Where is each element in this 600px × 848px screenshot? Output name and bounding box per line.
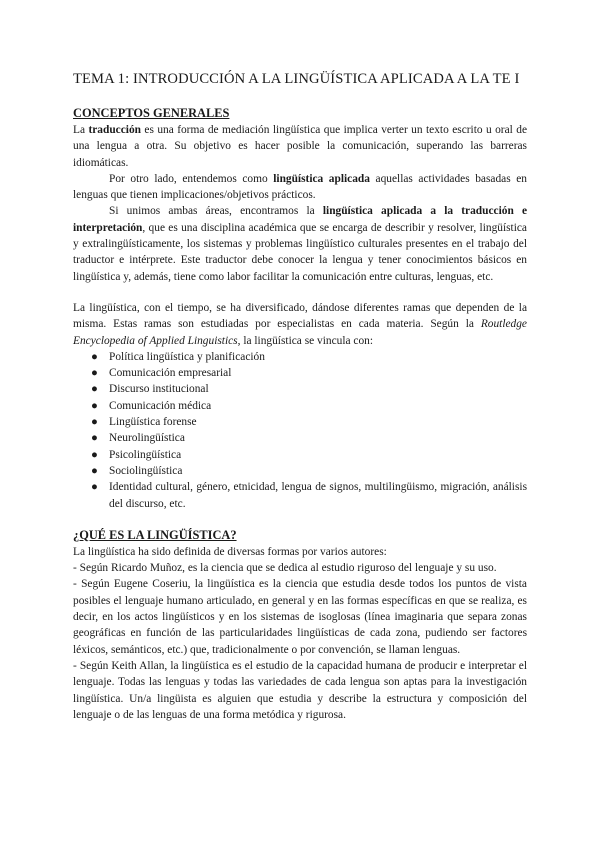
bullet-icon: ● bbox=[91, 399, 98, 412]
definition-coseriu: - Según Eugene Coseriu, la lingüística es la ciencia que estudia desde todos los puntos de vista posibles el lenguaje humano articulado, en general y en las formas específicas en que se realiza, es decir, en los actos lingüísticos y en los sistemas de isoglosas (línea imaginaria que separa zonas geográficas en función de las particularidades lingüísticas de cada zona, pudiendo ser factores léxicos, semánticos, etc.) que, tradicionalmente o por convención, se llaman lenguas. bbox=[73, 578, 527, 656]
bullet-icon: ● bbox=[91, 416, 98, 429]
term-linguistica-aplicada-traduccion: lingüística aplicada a la traducción e interpretación bbox=[73, 205, 528, 234]
paragraph-ramas bbox=[73, 300, 527, 349]
book-title: Routledge Encyclopedia of Applied Linguistics bbox=[73, 318, 527, 347]
list-item bbox=[91, 479, 527, 512]
paragraph-text: aquellas actividades basadas en lenguas que tienen implicaciones/objetivos prácticos. bbox=[73, 172, 527, 202]
list-item-text: Discurso institucional bbox=[109, 383, 209, 396]
paragraph-text: , la lingüística se vincula con: bbox=[237, 334, 374, 347]
list-item bbox=[91, 398, 527, 414]
list-item bbox=[91, 447, 527, 463]
branches-list bbox=[73, 349, 527, 512]
list-item-text: Psicolingüística bbox=[109, 448, 182, 461]
paragraph-traduccion bbox=[73, 122, 527, 171]
list-item bbox=[91, 430, 527, 446]
paragraph-ambas-areas bbox=[73, 203, 527, 284]
bullet-icon: ● bbox=[91, 350, 98, 363]
list-item-text: Comunicación empresarial bbox=[109, 367, 232, 380]
paragraph-text: , que es una disciplina académica que se encarga de describir y resolver, lingüística y extralingüísticamente, los sistemas y problemas lingüístico culturales presentes en el trabajo del traductor e intérprete. Este traductor debe conocer la lengua y tener conocimientos básicos en lingüística y, además, tiene como labor facilitar la comunicación entre culturas, lenguas, etc. bbox=[73, 221, 527, 283]
bullet-icon: ● bbox=[91, 448, 98, 461]
spacer bbox=[73, 285, 527, 300]
paragraph-intro: La lingüística ha sido definida de diversas formas por varios autores: bbox=[73, 545, 387, 558]
document-body bbox=[73, 105, 527, 723]
bullet-icon: ● bbox=[91, 481, 98, 494]
bullet-icon: ● bbox=[91, 464, 98, 477]
list-item-text: Comunicación médica bbox=[109, 399, 212, 412]
paragraph-text: Por otro lado, entendemos como bbox=[109, 172, 274, 185]
section-heading-conceptos: CONCEPTOS GENERALES bbox=[73, 106, 230, 120]
paragraph-linguistica-aplicada bbox=[73, 171, 527, 204]
list-item-text: Política lingüística y planificación bbox=[109, 350, 265, 363]
list-item bbox=[91, 463, 527, 479]
list-item bbox=[91, 349, 527, 365]
list-item-text: Identidad cultural, género, etnicidad, lengua de signos, multilingüismo, migración, análisis del discurso, etc. bbox=[109, 481, 527, 510]
bullet-icon: ● bbox=[91, 383, 98, 396]
spacer bbox=[73, 512, 527, 527]
paragraph-text: La bbox=[73, 124, 89, 136]
paragraph-text: Si unimos ambas áreas, encontramos la bbox=[109, 205, 323, 218]
page-title: TEMA 1: INTRODUCCIÓN A LA LINGÜÍSTICA APLICADA A LA TE I bbox=[73, 71, 520, 87]
bullet-icon: ● bbox=[91, 432, 98, 445]
list-item-text: Neurolingüística bbox=[109, 432, 185, 445]
term-traduccion: traducción bbox=[88, 124, 141, 136]
paragraph-text: es una forma de mediación lingüística que implica verter un texto escrito u oral de una lengua a otra. Su objetivo es hacer posible la comunicación, superando las barreras idiomáticas. bbox=[73, 124, 527, 169]
definition-allan: - Según Keith Allan, la lingüística es el estudio de la capacidad humana de producir e interpretar el lenguaje. Todas las lenguas y todas las variedades de cada lengua son aptas para la investigación lingüística. Un/a lingüista es alguien que estudia y describe la estructura y composición del lenguaje o de las lenguas de una forma metódica y rigurosa. bbox=[73, 659, 527, 721]
term-linguistica-aplicada: lingüística aplicada bbox=[273, 172, 370, 185]
bullet-icon: ● bbox=[91, 367, 98, 380]
section-heading-que-es: ¿QUÉ ES LA LINGÜÍSTICA? bbox=[73, 527, 237, 542]
list-item-text: Lingüística forense bbox=[109, 416, 197, 429]
list-item bbox=[91, 381, 527, 397]
definition-munoz: - Según Ricardo Muñoz, es la ciencia que se dedica al estudio riguroso del lenguaje y su uso. bbox=[73, 562, 497, 575]
list-item bbox=[91, 414, 527, 430]
list-item bbox=[91, 365, 527, 381]
paragraph-text: La lingüística, con el tiempo, se ha diversificado, dándose diferentes ramas que dependen de la misma. Estas ramas son estudiadas por especialistas en cada materia. Según la bbox=[73, 301, 527, 331]
list-item-text: Sociolingüística bbox=[109, 464, 183, 477]
